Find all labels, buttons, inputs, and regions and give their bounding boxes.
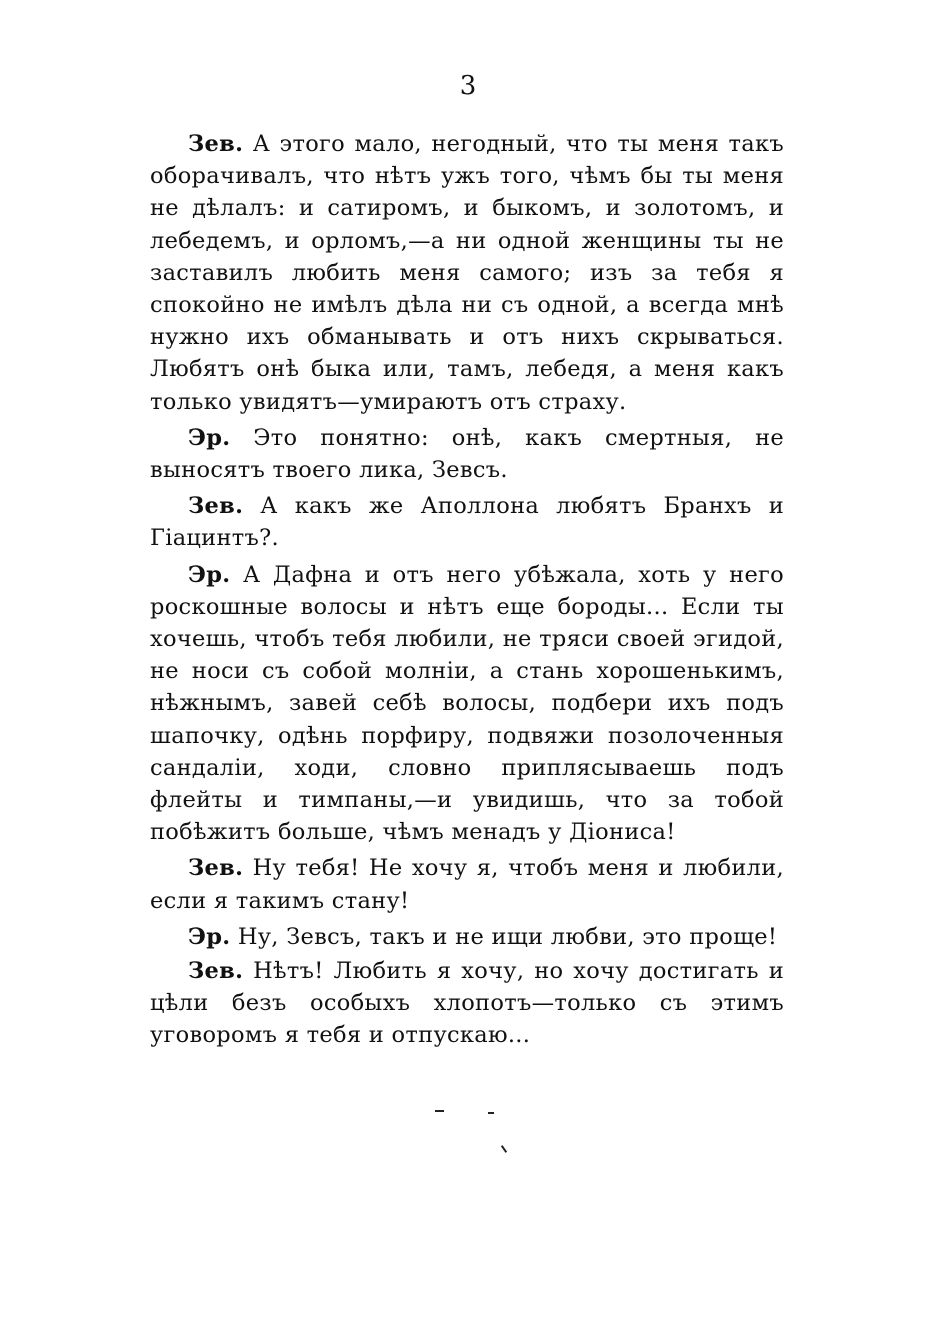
- speech-text: Это понятно: онѣ, какъ смертныя, не выносятъ твоего лика, Зевсъ.: [150, 424, 784, 484]
- dialogue-text: [150, 128, 784, 1056]
- dialogue-paragraph: [150, 852, 784, 916]
- dialogue-paragraph: [150, 128, 784, 418]
- speaker-label: Зев.: [188, 131, 244, 157]
- speaker-label: Зев.: [188, 855, 244, 882]
- dialogue-paragraph: [150, 422, 784, 486]
- speech-text: Ну тебя! Не хочу я, чтобъ меня и любили, если я такимъ стану!: [150, 855, 784, 914]
- dialogue-paragraph: [150, 490, 784, 554]
- page-number: 3: [459, 71, 477, 101]
- speech-text: Ну, Зевсъ, такъ и не ищи любви, это проще!: [230, 923, 778, 950]
- print-speck: [488, 1112, 494, 1114]
- print-speck: [501, 1145, 507, 1153]
- speaker-label: Эр.: [188, 923, 231, 950]
- speech-text: А Дафна и отъ него убѣжала, хоть у него роскошные волосы и нѣтъ еще бороды... Если ты хочешь, чтобъ тебя любили, не тряси своей эгидой, не носи съ собой молніи, а стань хорошенькимъ, нѣжнымъ, завей себѣ волосы, подбери ихъ подъ шапочку, одѣнь порфиру, подвяжи позолоченныя сандаліи, ходи, словно приплясываешь подъ флейты и тимпаны,—и увидишь, что за тобой побѣжитъ больше, чѣмъ менадъ у Діониса!: [150, 561, 784, 846]
- dialogue-paragraph: [150, 955, 784, 1052]
- speaker-label: Эр.: [188, 561, 231, 588]
- speaker-label: Зев.: [188, 958, 244, 985]
- speech-text: А этого мало, негодный, что ты меня такъ оборачивалъ, что нѣтъ ужъ того, чѣмъ бы ты меня не дѣлалъ: и сатиромъ, и быкомъ, и золотомъ, и лебедемъ, и орломъ,—а ни одной женщины ты не заставилъ любить меня самого; изъ за тебя я спокойно не имѣлъ дѣла ни съ одной, а всегда мнѣ нужно ихъ обманывать и отъ нихъ скрываться. Любятъ онѣ быка или, тамъ, лебедя, а меня какъ только увидятъ—умираютъ отъ страху.: [150, 131, 784, 415]
- speaker-label: Зев.: [188, 493, 244, 520]
- dialogue-paragraph: [150, 921, 784, 953]
- print-speck: [435, 1110, 444, 1112]
- speech-text: Нѣтъ! Любить я хочу, но хочу достигать и цѣли безъ особыхъ хлопотъ—только съ этимъ уговоромъ я тебя и отпускаю...: [150, 958, 784, 1049]
- speech-text: А какъ же Аполлона любятъ Бранхъ и Гіацинтъ?.: [150, 493, 784, 552]
- speaker-label: Эр.: [188, 424, 231, 451]
- dialogue-paragraph: [150, 559, 784, 849]
